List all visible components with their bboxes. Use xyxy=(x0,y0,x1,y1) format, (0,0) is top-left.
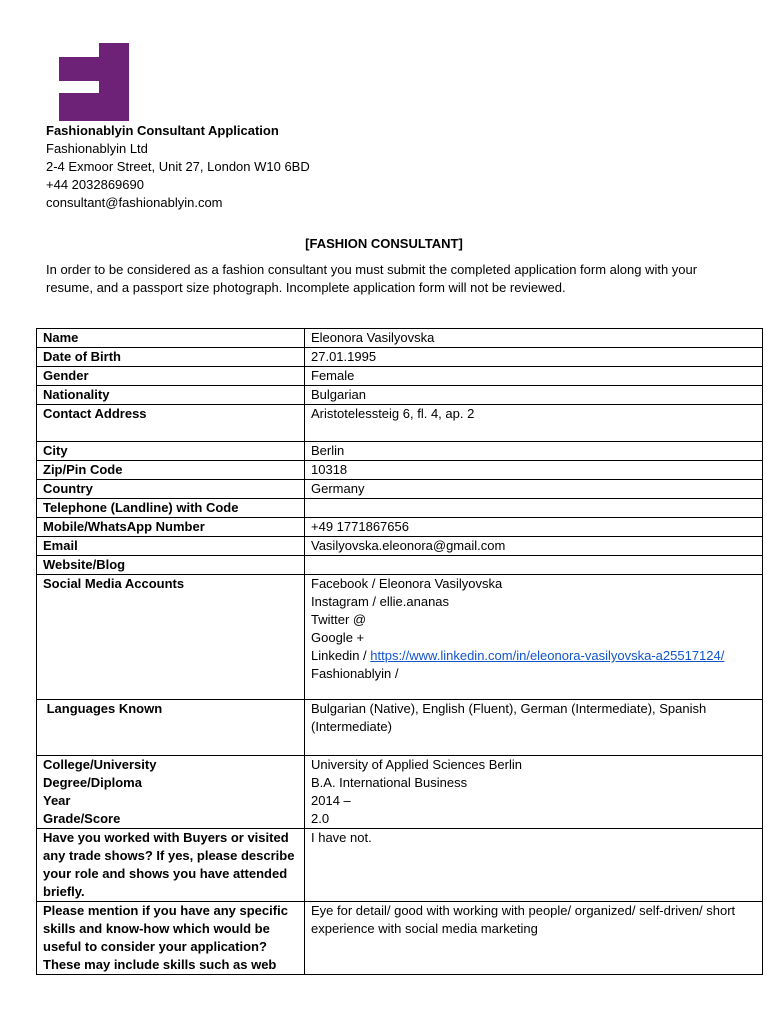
table-row xyxy=(37,405,763,442)
table-row xyxy=(37,829,763,902)
company-header xyxy=(46,122,310,212)
table-row xyxy=(37,756,763,829)
application-form-table xyxy=(36,328,763,975)
degree-value[interactable]: B.A. International Business xyxy=(311,775,468,790)
social-fashionablyin: Fashionablyin / xyxy=(311,666,399,681)
table-row xyxy=(37,367,763,386)
table-row xyxy=(37,442,763,461)
table-row xyxy=(37,499,763,518)
table-row xyxy=(37,556,763,575)
skills-label: Please mention if you have any specific skills and know-how which would be useful to consider your application? These may include skills such as web xyxy=(37,902,305,975)
table-row xyxy=(37,902,763,975)
section-title: [FASHION CONSULTANT] xyxy=(305,236,463,251)
degree-label: Degree/Diploma xyxy=(43,775,142,790)
buyers-value[interactable]: I have not. xyxy=(305,829,763,902)
intro-paragraph: In order to be considered as a fashion consultant you must submit the completed application form along with your resume, and a passport size photograph. Incomplete application form will not be reviewed. xyxy=(46,262,698,295)
gender-value[interactable]: Female xyxy=(305,367,763,386)
grade-value[interactable]: 2.0 xyxy=(311,811,330,826)
social-twitter: Twitter @ xyxy=(311,612,367,627)
linkedin-prefix: Linkedin / xyxy=(311,648,371,663)
dob-value[interactable]: 27.01.1995 xyxy=(305,348,763,367)
country-value[interactable]: Germany xyxy=(305,480,763,499)
table-row xyxy=(37,386,763,405)
telephone-label: Telephone (Landline) with Code xyxy=(37,499,305,518)
table-row xyxy=(37,537,763,556)
table-row xyxy=(37,480,763,499)
social-label: Social Media Accounts xyxy=(37,575,305,700)
city-label: City xyxy=(37,442,305,461)
website-label: Website/Blog xyxy=(37,556,305,575)
languages-label: Languages Known xyxy=(37,700,305,756)
social-value xyxy=(305,575,763,700)
zip-label: Zip/Pin Code xyxy=(37,461,305,480)
buyers-label: Have you worked with Buyers or visited any trade shows? If yes, please describe your role and shows you have attended briefly. xyxy=(37,829,305,902)
address-value[interactable]: Aristotelessteig 6, fl. 4, ap. 2 xyxy=(305,405,763,442)
grade-label: Grade/Score xyxy=(43,811,121,826)
zip-value[interactable]: 10318 xyxy=(305,461,763,480)
table-row xyxy=(37,329,763,348)
social-google: Google + xyxy=(311,630,365,645)
mobile-label: Mobile/WhatsApp Number xyxy=(37,518,305,537)
company-address: 2-4 Exmoor Street, Unit 27, London W10 6BD xyxy=(46,159,310,174)
college-value[interactable]: University of Applied Sciences Berlin xyxy=(311,757,522,772)
email-value[interactable]: Vasilyovska.eleonora@gmail.com xyxy=(305,537,763,556)
skills-value[interactable]: Eye for detail/ good with working with people/ organized/ self-driven/ short experience with social media marketing xyxy=(305,902,763,975)
year-value[interactable]: 2014 – xyxy=(311,793,351,808)
table-row xyxy=(37,518,763,537)
nationality-value[interactable]: Bulgarian xyxy=(305,386,763,405)
name-value[interactable]: Eleonora Vasilyovska xyxy=(305,329,763,348)
company-email: consultant@fashionablyin.com xyxy=(46,195,223,210)
college-label: College/University xyxy=(43,757,157,772)
education-values xyxy=(305,756,763,829)
linkedin-link[interactable]: https://www.linkedin.com/in/eleonora-vasilyovska-a25517124/ xyxy=(370,648,725,663)
dob-label: Date of Birth xyxy=(37,348,305,367)
social-instagram: Instagram / ellie.ananas xyxy=(311,594,450,609)
gender-label: Gender xyxy=(37,367,305,386)
website-value[interactable] xyxy=(305,556,763,575)
mobile-value[interactable]: +49 1771867656 xyxy=(305,518,763,537)
city-value[interactable]: Berlin xyxy=(305,442,763,461)
languages-value[interactable]: Bulgarian (Native), English (Fluent), German (Intermediate), Spanish (Intermediate) xyxy=(305,700,763,756)
company-phone: +44 2032869690 xyxy=(46,177,144,192)
nationality-label: Nationality xyxy=(37,386,305,405)
table-row xyxy=(37,461,763,480)
table-row xyxy=(37,700,763,756)
year-label: Year xyxy=(43,793,71,808)
telephone-value[interactable] xyxy=(305,499,763,518)
social-facebook: Facebook / Eleonora Vasilyovska xyxy=(311,576,503,591)
application-title: Fashionablyin Consultant Application xyxy=(46,123,279,138)
address-label: Contact Address xyxy=(37,405,305,442)
table-row xyxy=(37,348,763,367)
country-label: Country xyxy=(37,480,305,499)
email-label: Email xyxy=(37,537,305,556)
education-labels xyxy=(37,756,305,829)
company-name: Fashionablyin Ltd xyxy=(46,141,148,156)
table-row xyxy=(37,575,763,700)
name-label: Name xyxy=(37,329,305,348)
social-linkedin xyxy=(311,647,756,665)
company-logo xyxy=(59,43,129,121)
